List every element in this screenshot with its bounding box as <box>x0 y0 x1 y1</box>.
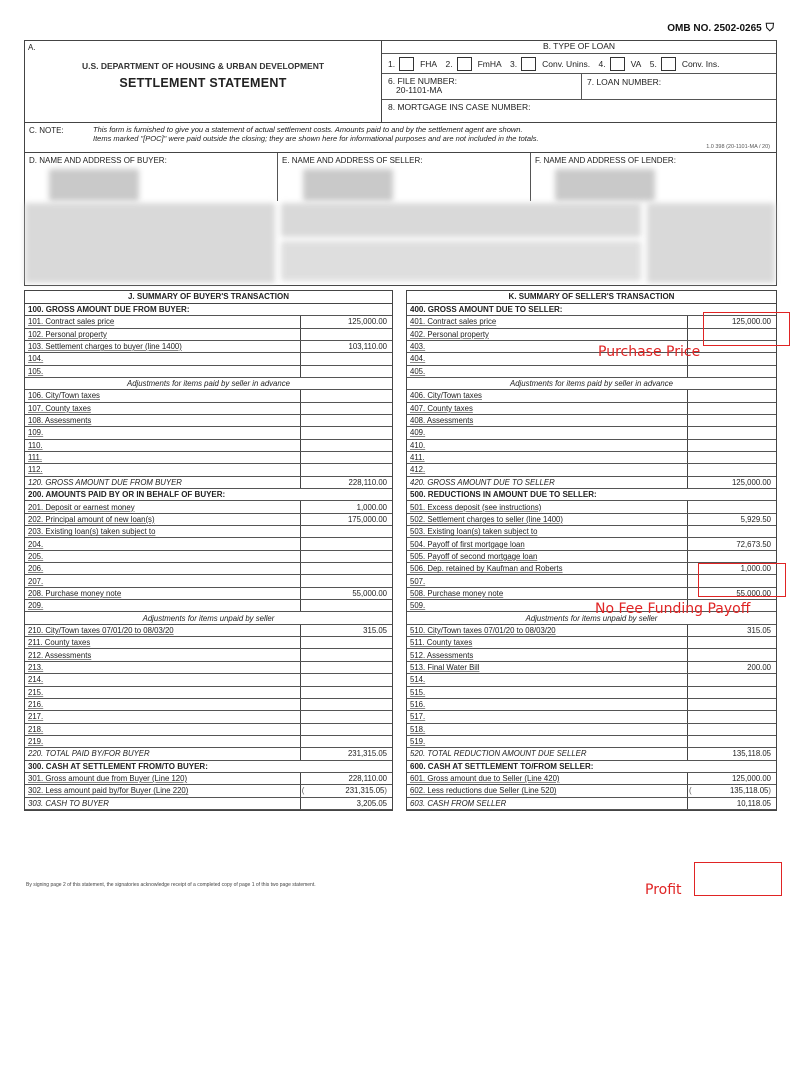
table-row <box>25 735 392 747</box>
line-item-amount[interactable] <box>687 723 776 735</box>
summary-title-row <box>407 291 776 303</box>
line-item-amount[interactable] <box>687 414 776 426</box>
lender-label: F. NAME AND ADDRESS OF LENDER: <box>535 156 676 165</box>
buyer-label: D. NAME AND ADDRESS OF BUYER: <box>29 156 167 165</box>
section-heading: 100. GROSS AMOUNT DUE FROM BUYER: <box>25 303 392 315</box>
table-row <box>407 735 776 747</box>
table-row <box>25 464 392 476</box>
table-row <box>407 353 776 365</box>
table-row <box>407 427 776 439</box>
summary-title-row <box>25 291 392 303</box>
line-item-amount[interactable] <box>300 365 392 377</box>
line-item-label: 503. Existing loan(s) taken subject to <box>407 526 687 538</box>
line-item-amount[interactable] <box>300 390 392 402</box>
line-item-label: 303. CASH TO BUYER <box>25 797 300 809</box>
note-text <box>93 126 539 143</box>
line-item-label: 517. <box>407 711 687 723</box>
line-item-amount[interactable] <box>687 735 776 747</box>
loan-type-num: 3. <box>510 58 518 69</box>
line-item-amount[interactable]: 315.05 <box>687 624 776 636</box>
line-item-label: 511. County taxes <box>407 637 687 649</box>
line-item-label: 512. Assessments <box>407 649 687 661</box>
section-heading: 500. REDUCTIONS IN AMOUNT DUE TO SELLER: <box>407 489 776 501</box>
line-item-label: 502. Settlement charges to seller (line 1400) <box>407 513 687 525</box>
line-item-label: 410. <box>407 439 687 451</box>
payoff-annotation: No Fee Funding Payoff <box>595 601 751 617</box>
line-item-amount[interactable]: 5,929.50 <box>687 513 776 525</box>
form-title: SETTLEMENT STATEMENT <box>119 76 287 90</box>
table-row <box>407 661 776 673</box>
line-item-amount[interactable]: 1,000.00 <box>687 563 776 575</box>
seller-label: E. NAME AND ADDRESS OF SELLER: <box>282 156 423 165</box>
payoff-highlight <box>698 563 786 597</box>
table-row <box>407 748 776 760</box>
summary-title: J. SUMMARY OF BUYER'S TRANSACTION <box>25 291 392 303</box>
table-row <box>25 414 392 426</box>
line-item-amount[interactable] <box>687 451 776 463</box>
line-item-label: 407. County taxes <box>407 402 687 414</box>
adjustments-heading: Adjustments for items unpaid by seller <box>407 612 776 624</box>
table-row <box>25 563 392 575</box>
line-item-label: 112. <box>25 464 300 476</box>
purchase-price-annotation: Purchase Price <box>598 344 701 360</box>
line-item-amount[interactable] <box>687 711 776 723</box>
line-item-label: 209. <box>25 600 300 612</box>
line-item-amount[interactable] <box>687 427 776 439</box>
table-row <box>407 390 776 402</box>
table-row <box>407 723 776 735</box>
table-row <box>407 414 776 426</box>
table-row <box>407 402 776 414</box>
line-item-label: 520. TOTAL REDUCTION AMOUNT DUE SELLER <box>407 748 687 760</box>
table-row <box>25 612 392 624</box>
line-item-amount[interactable]: 1,000.00 <box>300 501 392 513</box>
section-heading: 300. CASH AT SETTLEMENT FROM/TO BUYER: <box>25 760 392 772</box>
table-row <box>25 698 392 710</box>
redacted-settlement-agent <box>281 203 641 237</box>
loan-number-field <box>581 74 666 99</box>
line-item-label: 201. Deposit or earnest money <box>25 501 300 513</box>
table-row <box>407 526 776 538</box>
table-row <box>25 600 392 612</box>
line-item-label: 220. TOTAL PAID BY/FOR BUYER <box>25 748 300 760</box>
table-row <box>407 698 776 710</box>
line-item-amount[interactable] <box>300 414 392 426</box>
line-item-amount[interactable] <box>687 649 776 661</box>
line-item-label: 411. <box>407 451 687 463</box>
line-item-label: 409. <box>407 427 687 439</box>
hud-seal-icon: ⛉ <box>765 22 774 34</box>
line-item-amount[interactable] <box>687 501 776 513</box>
profit-annotation: Profit <box>645 882 682 898</box>
department-name: U.S. DEPARTMENT OF HOUSING & URBAN DEVELOPMENT <box>81 61 325 71</box>
line-item-amount[interactable]: 55,000.00 <box>687 587 776 599</box>
table-row <box>25 785 392 797</box>
line-item-label: 103. Settlement charges to buyer (line 1400) <box>25 340 300 352</box>
checkbox-fmha[interactable] <box>457 57 472 71</box>
line-item-label: 518. <box>407 723 687 735</box>
table-row <box>25 303 392 315</box>
table-row <box>407 476 776 488</box>
file-number-label: 6. FILE NUMBER: <box>388 76 457 86</box>
line-item-amount[interactable] <box>300 686 392 698</box>
loan-type-label: FmHA <box>477 58 502 69</box>
table-row <box>407 377 776 389</box>
line-item-label: 120. GROSS AMOUNT DUE FROM BUYER <box>25 476 300 488</box>
line-item-label: 217. <box>25 711 300 723</box>
line-item-label: 420. GROSS AMOUNT DUE TO SELLER <box>407 476 687 488</box>
line-item-amount[interactable] <box>687 390 776 402</box>
table-row <box>407 451 776 463</box>
purchase-price-highlight <box>703 312 790 346</box>
line-item-amount[interactable]: 125,000.00 <box>687 316 776 328</box>
mortgage-case-label: 8. MORTGAGE INS CASE NUMBER: <box>388 102 531 112</box>
table-row <box>407 760 776 772</box>
line-item-label: 507. <box>407 575 687 587</box>
line-item-label: 106. City/Town taxes <box>25 390 300 402</box>
line-item-amount[interactable] <box>687 550 776 562</box>
line-item-label: 109. <box>25 427 300 439</box>
line-item-label: 403. <box>407 340 687 352</box>
table-row <box>25 489 392 501</box>
line-item-amount[interactable] <box>300 439 392 451</box>
loan-type-num: 2. <box>445 58 453 69</box>
line-item-label: 519. <box>407 735 687 747</box>
omb-text: OMB NO. 2502-0265 <box>667 23 762 34</box>
summary-title: K. SUMMARY OF SELLER'S TRANSACTION <box>407 291 776 303</box>
line-item-amount[interactable] <box>687 365 776 377</box>
line-item-label: 212. Assessments <box>25 649 300 661</box>
line-item-amount[interactable] <box>300 563 392 575</box>
table-row <box>25 427 392 439</box>
line-item-amount[interactable] <box>687 637 776 649</box>
line-item-amount[interactable] <box>687 439 776 451</box>
line-item-label: 516. <box>407 698 687 710</box>
line-item-amount[interactable]: 125,000.00 <box>687 476 776 488</box>
line-item-label: 509. <box>407 600 687 612</box>
line-item-amount[interactable]: 228,110.00 <box>300 772 392 784</box>
line-item-amount[interactable]: 103,110.00 <box>300 340 392 352</box>
line-item-amount[interactable] <box>300 735 392 747</box>
note-reference: 1.0 398 (20-1101-MA / 20) <box>706 144 770 150</box>
line-item-amount[interactable] <box>300 698 392 710</box>
redacted-settlement-dates <box>647 203 775 283</box>
line-item-label: 206. <box>25 563 300 575</box>
line-item-amount[interactable] <box>687 464 776 476</box>
line-item-label: 203. Existing loan(s) taken subject to <box>25 526 300 538</box>
file-number-value: 20-1101-MA <box>396 85 443 95</box>
table-row <box>25 451 392 463</box>
table-row <box>407 538 776 550</box>
line-item-amount[interactable] <box>300 353 392 365</box>
loan-info-section <box>381 40 777 123</box>
line-item-amount[interactable] <box>300 464 392 476</box>
loan-type-label: FHA <box>420 58 438 69</box>
table-row <box>25 649 392 661</box>
table-row <box>25 797 392 809</box>
line-item-label: 601. Gross amount due to Seller (Line 420) <box>407 772 687 784</box>
line-item-label: 219. <box>25 735 300 747</box>
loan-type-label: VA <box>630 58 642 69</box>
file-number-field <box>388 77 457 95</box>
table-row <box>25 686 392 698</box>
line-item-amount[interactable] <box>687 785 776 797</box>
table-row <box>407 501 776 513</box>
line-item-label: 216. <box>25 698 300 710</box>
line-item-label: 204. <box>25 538 300 550</box>
line-item-label: 603. CASH FROM SELLER <box>407 797 687 809</box>
loan-type-label: Conv. Ins. <box>681 58 720 69</box>
amount-value: ( 135,118.05 ) <box>691 785 771 796</box>
table-row <box>25 377 392 389</box>
table-row <box>407 637 776 649</box>
line-item-label: 508. Purchase money note <box>407 587 687 599</box>
profit-highlight <box>694 862 782 896</box>
table-row <box>407 624 776 636</box>
line-item-label: 211. County taxes <box>25 637 300 649</box>
buyer-summary-table <box>24 290 393 811</box>
line-item-label: 202. Principal amount of new loan(s) <box>25 513 300 525</box>
checkbox-fha[interactable] <box>399 57 414 71</box>
line-item-amount[interactable]: 175,000.00 <box>300 513 392 525</box>
table-row <box>25 501 392 513</box>
section-heading: 600. CASH AT SETTLEMENT TO/FROM SELLER: <box>407 760 776 772</box>
table-row <box>25 439 392 451</box>
loan-type-num: 5. <box>649 58 657 69</box>
note-section <box>24 123 777 153</box>
line-item-label: 214. <box>25 674 300 686</box>
line-item-amount[interactable] <box>300 538 392 550</box>
table-row <box>25 661 392 673</box>
table-row <box>25 772 392 784</box>
line-item-label: 107. County taxes <box>25 402 300 414</box>
line-item-label: 210. City/Town taxes 07/01/20 to 08/03/20 <box>25 624 300 636</box>
table-row <box>25 526 392 538</box>
line-item-amount[interactable]: 125,000.00 <box>300 316 392 328</box>
table-row <box>25 748 392 760</box>
table-row <box>25 624 392 636</box>
loan-type-num: 4. <box>598 58 606 69</box>
amount-value: ( 231,315.05 ) <box>304 785 387 796</box>
line-item-label: 401. Contract sales price <box>407 316 687 328</box>
line-item-label: 301. Gross amount due from Buyer (Line 120) <box>25 772 300 784</box>
table-row <box>407 674 776 686</box>
note-line-1: This form is furnished to give you a statement of actual settlement costs. Amounts paid to and by the settlement agent are shown. <box>93 125 523 134</box>
table-row <box>407 464 776 476</box>
line-item-amount[interactable] <box>300 526 392 538</box>
line-item-amount[interactable] <box>300 637 392 649</box>
line-item-amount[interactable] <box>300 649 392 661</box>
line-item-amount[interactable]: 3,205.05 <box>300 797 392 809</box>
line-item-label: 405. <box>407 365 687 377</box>
line-item-label: 404. <box>407 353 687 365</box>
line-item-amount[interactable] <box>300 328 392 340</box>
line-item-amount[interactable]: 125,000.00 <box>687 772 776 784</box>
line-item-label: 514. <box>407 674 687 686</box>
table-row <box>407 439 776 451</box>
note-label: C. NOTE: <box>29 126 64 135</box>
line-item-amount[interactable] <box>300 711 392 723</box>
line-item-amount[interactable] <box>300 600 392 612</box>
table-row <box>25 674 392 686</box>
line-item-amount[interactable] <box>687 686 776 698</box>
loan-number-label: 7. LOAN NUMBER: <box>587 77 662 87</box>
table-row <box>25 340 392 352</box>
line-item-label: 208. Purchase money note <box>25 587 300 599</box>
table-row <box>407 686 776 698</box>
redacted-property-location <box>25 203 275 283</box>
table-row <box>407 772 776 784</box>
line-item-amount[interactable] <box>300 575 392 587</box>
line-item-amount[interactable] <box>687 402 776 414</box>
section-heading: 400. GROSS AMOUNT DUE TO SELLER: <box>407 303 776 315</box>
line-item-label: 302. Less amount paid by/for Buyer (Line 220) <box>25 785 300 797</box>
line-item-label: 218. <box>25 723 300 735</box>
line-item-amount[interactable] <box>300 451 392 463</box>
line-item-label: 101. Contract sales price <box>25 316 300 328</box>
table-row <box>25 587 392 599</box>
line-item-label: 111. <box>25 451 300 463</box>
line-item-label: 513. Final Water Bill <box>407 661 687 673</box>
loan-type-label: Conv. Unins. <box>542 58 591 69</box>
type-of-loan-label: B. TYPE OF LOAN <box>382 41 776 54</box>
redacted-buyer-info <box>49 169 139 201</box>
checkbox-conv-ins[interactable] <box>661 57 676 71</box>
checkbox-va[interactable] <box>610 57 625 71</box>
line-item-label: 406. City/Town taxes <box>407 390 687 402</box>
adjustments-heading: Adjustments for items paid by seller in advance <box>407 377 776 389</box>
table-row <box>407 785 776 797</box>
line-item-label: 408. Assessments <box>407 414 687 426</box>
line-item-amount[interactable] <box>300 661 392 673</box>
redacted-seller-info <box>303 169 393 201</box>
table-row <box>407 711 776 723</box>
signature-footnote: By signing page 2 of this statement, the signatories acknowledge receipt of a completed copy of page 1 of this two page statement. <box>26 882 316 888</box>
line-item-label: 501. Excess deposit (see instructions) <box>407 501 687 513</box>
table-row <box>25 513 392 525</box>
line-item-amount[interactable] <box>300 550 392 562</box>
table-row <box>25 402 392 414</box>
table-row <box>25 575 392 587</box>
table-row <box>25 353 392 365</box>
redacted-lender-info <box>555 169 655 201</box>
table-row <box>25 637 392 649</box>
table-row <box>25 538 392 550</box>
table-row <box>407 513 776 525</box>
table-row <box>407 550 776 562</box>
line-item-amount[interactable] <box>300 427 392 439</box>
line-item-amount[interactable] <box>687 353 776 365</box>
line-item-label: 515. <box>407 686 687 698</box>
line-item-label: 510. City/Town taxes 07/01/20 to 08/03/20 <box>407 624 687 636</box>
line-item-label: 602. Less reductions due Seller (Line 520) <box>407 785 687 797</box>
table-row <box>407 489 776 501</box>
line-item-label: 412. <box>407 464 687 476</box>
line-item-amount[interactable]: 315.05 <box>300 624 392 636</box>
table-row <box>407 649 776 661</box>
table-row <box>25 760 392 772</box>
line-item-amount[interactable] <box>687 698 776 710</box>
line-item-label: 215. <box>25 686 300 698</box>
section-a-label: A. <box>28 43 36 52</box>
table-row <box>407 797 776 809</box>
table-row <box>25 723 392 735</box>
line-item-label: 505. Payoff of second mortgage loan <box>407 550 687 562</box>
line-item-amount[interactable]: 200.00 <box>687 661 776 673</box>
line-item-amount[interactable]: 72,673.50 <box>687 538 776 550</box>
line-item-label: 108. Assessments <box>25 414 300 426</box>
omb-number <box>667 22 774 35</box>
line-item-amount[interactable] <box>300 402 392 414</box>
table-row <box>25 711 392 723</box>
line-item-amount[interactable]: 55,000.00 <box>300 587 392 599</box>
line-item-amount[interactable]: 228,110.00 <box>300 476 392 488</box>
seller-summary-table <box>406 290 777 811</box>
table-row <box>25 550 392 562</box>
adjustments-heading: Adjustments for items unpaid by seller <box>25 612 392 624</box>
line-item-amount[interactable] <box>687 526 776 538</box>
line-item-label: 504. Payoff of first mortgage loan <box>407 538 687 550</box>
table-row <box>25 390 392 402</box>
line-item-label: 205. <box>25 550 300 562</box>
line-item-label: 213. <box>25 661 300 673</box>
checkbox-conv-unins[interactable] <box>521 57 536 71</box>
table-row <box>25 365 392 377</box>
line-item-label: 402. Personal property <box>407 328 687 340</box>
line-item-amount[interactable] <box>300 785 392 797</box>
section-heading: 200. AMOUNTS PAID BY OR IN BEHALF OF BUYER: <box>25 489 392 501</box>
line-item-label: 506. Dep. retained by Kaufman and Roberts <box>407 563 687 575</box>
table-row <box>25 316 392 328</box>
line-item-label: 207. <box>25 575 300 587</box>
line-item-label: 102. Personal property <box>25 328 300 340</box>
line-item-amount[interactable]: 135,118.05 <box>687 748 776 760</box>
loan-type-num: 1. <box>388 58 396 69</box>
loan-type-options <box>382 54 776 74</box>
redacted-place-of-settlement <box>281 241 641 281</box>
line-item-amount[interactable] <box>300 723 392 735</box>
parties-section <box>24 153 777 286</box>
line-item-label: 105. <box>25 365 300 377</box>
line-item-label: 104. <box>25 353 300 365</box>
table-row <box>25 476 392 488</box>
note-line-2: Items marked "[POC]" were paid outside the closing; they are shown here for informational purposes and are not included in the totals. <box>93 133 539 143</box>
adjustments-heading: Adjustments for items paid by seller in advance <box>25 377 392 389</box>
table-row <box>407 365 776 377</box>
line-item-amount[interactable] <box>300 674 392 686</box>
file-loan-number-row <box>382 74 776 100</box>
table-row <box>25 328 392 340</box>
line-item-amount[interactable] <box>687 674 776 686</box>
mortgage-case-number-field <box>382 100 776 122</box>
form-header-section-a <box>24 40 381 123</box>
line-item-amount[interactable]: 10,118.05 <box>687 797 776 809</box>
line-item-amount[interactable]: 231,315.05 <box>300 748 392 760</box>
line-item-label: 110. <box>25 439 300 451</box>
